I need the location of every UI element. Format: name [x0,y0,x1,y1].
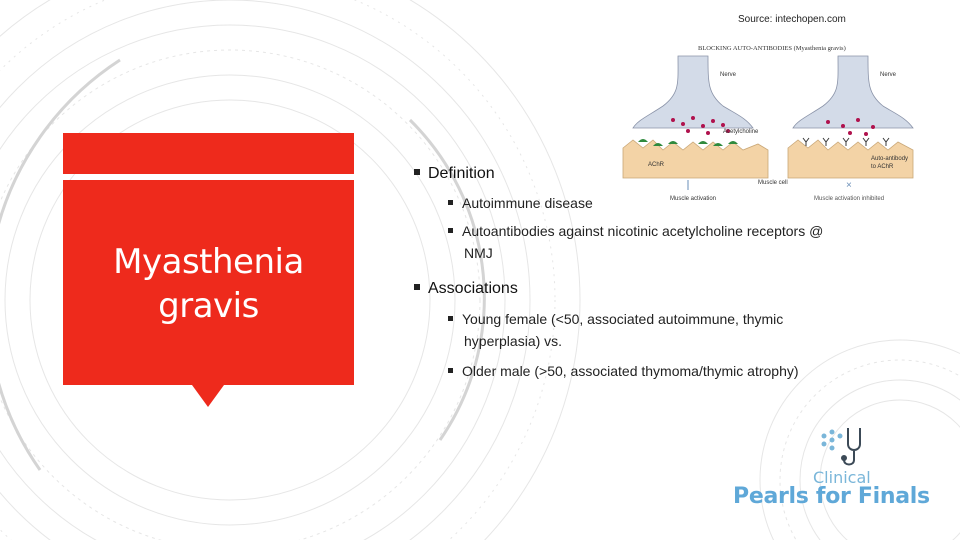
bullet-def-2 [448,220,898,264]
nmj-diagram [618,38,923,206]
bullet-square-icon [448,316,453,321]
label-achr: AChR [648,162,665,168]
bullet-assoc-2 [448,360,898,382]
diagram-heading: BLOCKING AUTO-ANTIBODIES (Myasthenia gravis) [698,45,846,52]
bullet-square-icon [448,368,453,373]
label-activation-inhibited: Muscle activation inhibited [814,196,885,202]
bullet-assoc-1-text-a: Young female (<50, associated autoimmune, thymic [462,311,784,327]
clinical-pearls-logo [733,424,943,514]
logo-pearls-for-finals: Pearls for Finals [733,484,930,509]
bullet-definition-text: Definition [428,165,495,182]
label-muscle-cell: Muscle cell [758,180,788,186]
bullet-associations-text: Associations [428,280,518,297]
bullet-def-2-text-a: Autoantibodies against nicotinic acetylcholine receptors @ [462,223,824,239]
left-muscle-cell [623,140,768,178]
bullet-assoc-2-text: Older male (>50, associated thymoma/thymic atrophy) [462,363,799,379]
bullet-associations [414,280,518,298]
right-nerve-terminal [793,56,913,128]
bullet-square-icon [448,200,453,205]
title-panel-pointer [192,385,224,407]
title-accent-strip [63,133,354,174]
bullet-square-icon [448,228,453,233]
label-to-achr: to AChR [871,164,894,170]
label-auto-antibody: Auto-antibody [871,156,909,162]
cross-mark: × [846,180,852,191]
bullet-def-1-text: Autoimmune disease [462,195,593,211]
bullet-square-icon [414,169,420,175]
bullet-square-icon [414,284,420,290]
slide-title-line2: gravis [158,286,259,326]
bullet-def-2-text-b: NMJ [464,245,493,261]
slide-title-line1: Myasthenia [113,242,304,282]
slide-title [63,240,354,328]
bullet-def-1 [448,192,593,214]
stethoscope-icon [818,424,868,472]
label-nerve-right: Nerve [880,72,897,78]
bullet-definition [414,165,495,183]
bullet-assoc-1-text-b: hyperplasia) vs. [464,333,563,349]
label-acetylcholine: Acetylcholine [723,129,759,135]
label-muscle-activation: Muscle activation [670,196,717,202]
logo-clinical: Clinical [813,468,871,487]
bullet-assoc-1 [448,308,898,352]
source-caption: Source: intechopen.com [738,14,846,25]
label-nerve-left: Nerve [720,72,737,78]
